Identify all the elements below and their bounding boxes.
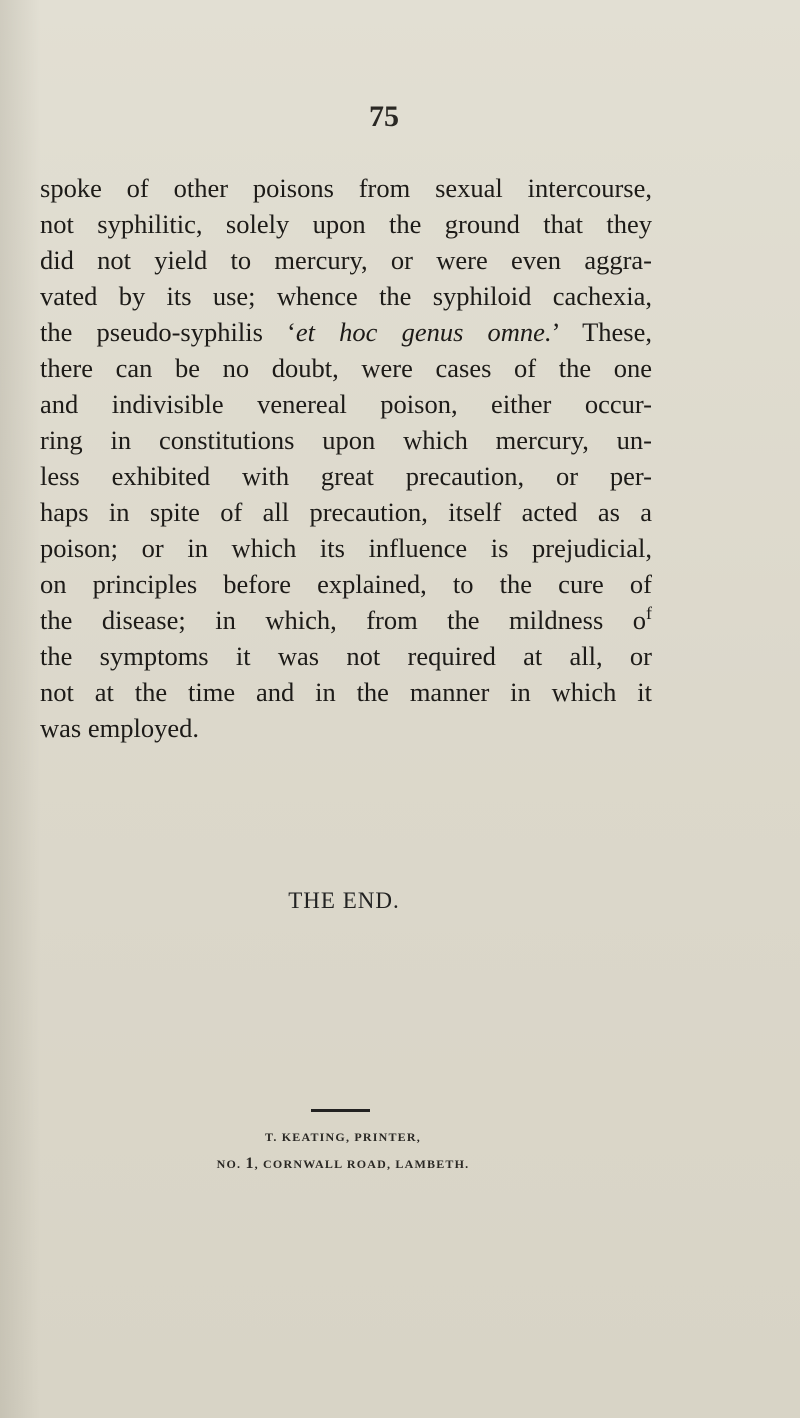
- text-line: did not yield to mercury, or were even aggra-: [40, 245, 652, 275]
- text-line: on principles before explained, to the cure of: [40, 569, 652, 599]
- text-line: and indivisible venereal poison, either occur-: [40, 389, 652, 419]
- raised-letter: f: [646, 603, 652, 623]
- printer-imprint: T. KEATING, PRINTER,: [265, 1130, 421, 1144]
- imprint-segment: NO.: [216, 1157, 246, 1171]
- latin-phrase: et hoc genus omne.: [295, 317, 552, 347]
- text-line: there can be no doubt, were cases of the one: [40, 353, 652, 383]
- text-line: haps in spite of all precaution, itself acted as a: [40, 497, 652, 527]
- body-text: [40, 170, 652, 746]
- text-line: ring in constitutions upon which mercury, un-: [40, 425, 652, 455]
- text-segment: the disease; in which, from the mildness o: [40, 605, 646, 635]
- the-end-heading: THE END.: [288, 888, 400, 913]
- text-line: not syphilitic, solely upon the ground that they: [40, 209, 652, 239]
- text-line: less exhibited with great precaution, or per-: [40, 461, 652, 491]
- text-line: [40, 602, 652, 638]
- text-line: spoke of other poisons from sexual intercourse,: [40, 173, 652, 203]
- text-segment: ’ These,: [551, 317, 653, 347]
- text-line: was employed.: [40, 713, 199, 743]
- text-line: vated by its use; whence the syphiloid cachexia,: [40, 281, 652, 311]
- text-line: poison; or in which its influence is prejudicial,: [40, 533, 652, 563]
- page-number: 75: [369, 100, 399, 133]
- imprint-number: 1: [245, 1155, 255, 1172]
- text-segment: the pseudo-syphilis ‘: [40, 317, 296, 347]
- text-line: the symptoms it was not required at all, or: [40, 641, 652, 671]
- text-line: not at the time and in the manner in which it: [40, 677, 652, 707]
- imprint-segment: , CORNWALL ROAD, LAMBETH.: [254, 1157, 470, 1171]
- printer-address: [0, 1155, 686, 1173]
- divider-rule: [311, 1109, 370, 1112]
- text-line: [40, 314, 652, 350]
